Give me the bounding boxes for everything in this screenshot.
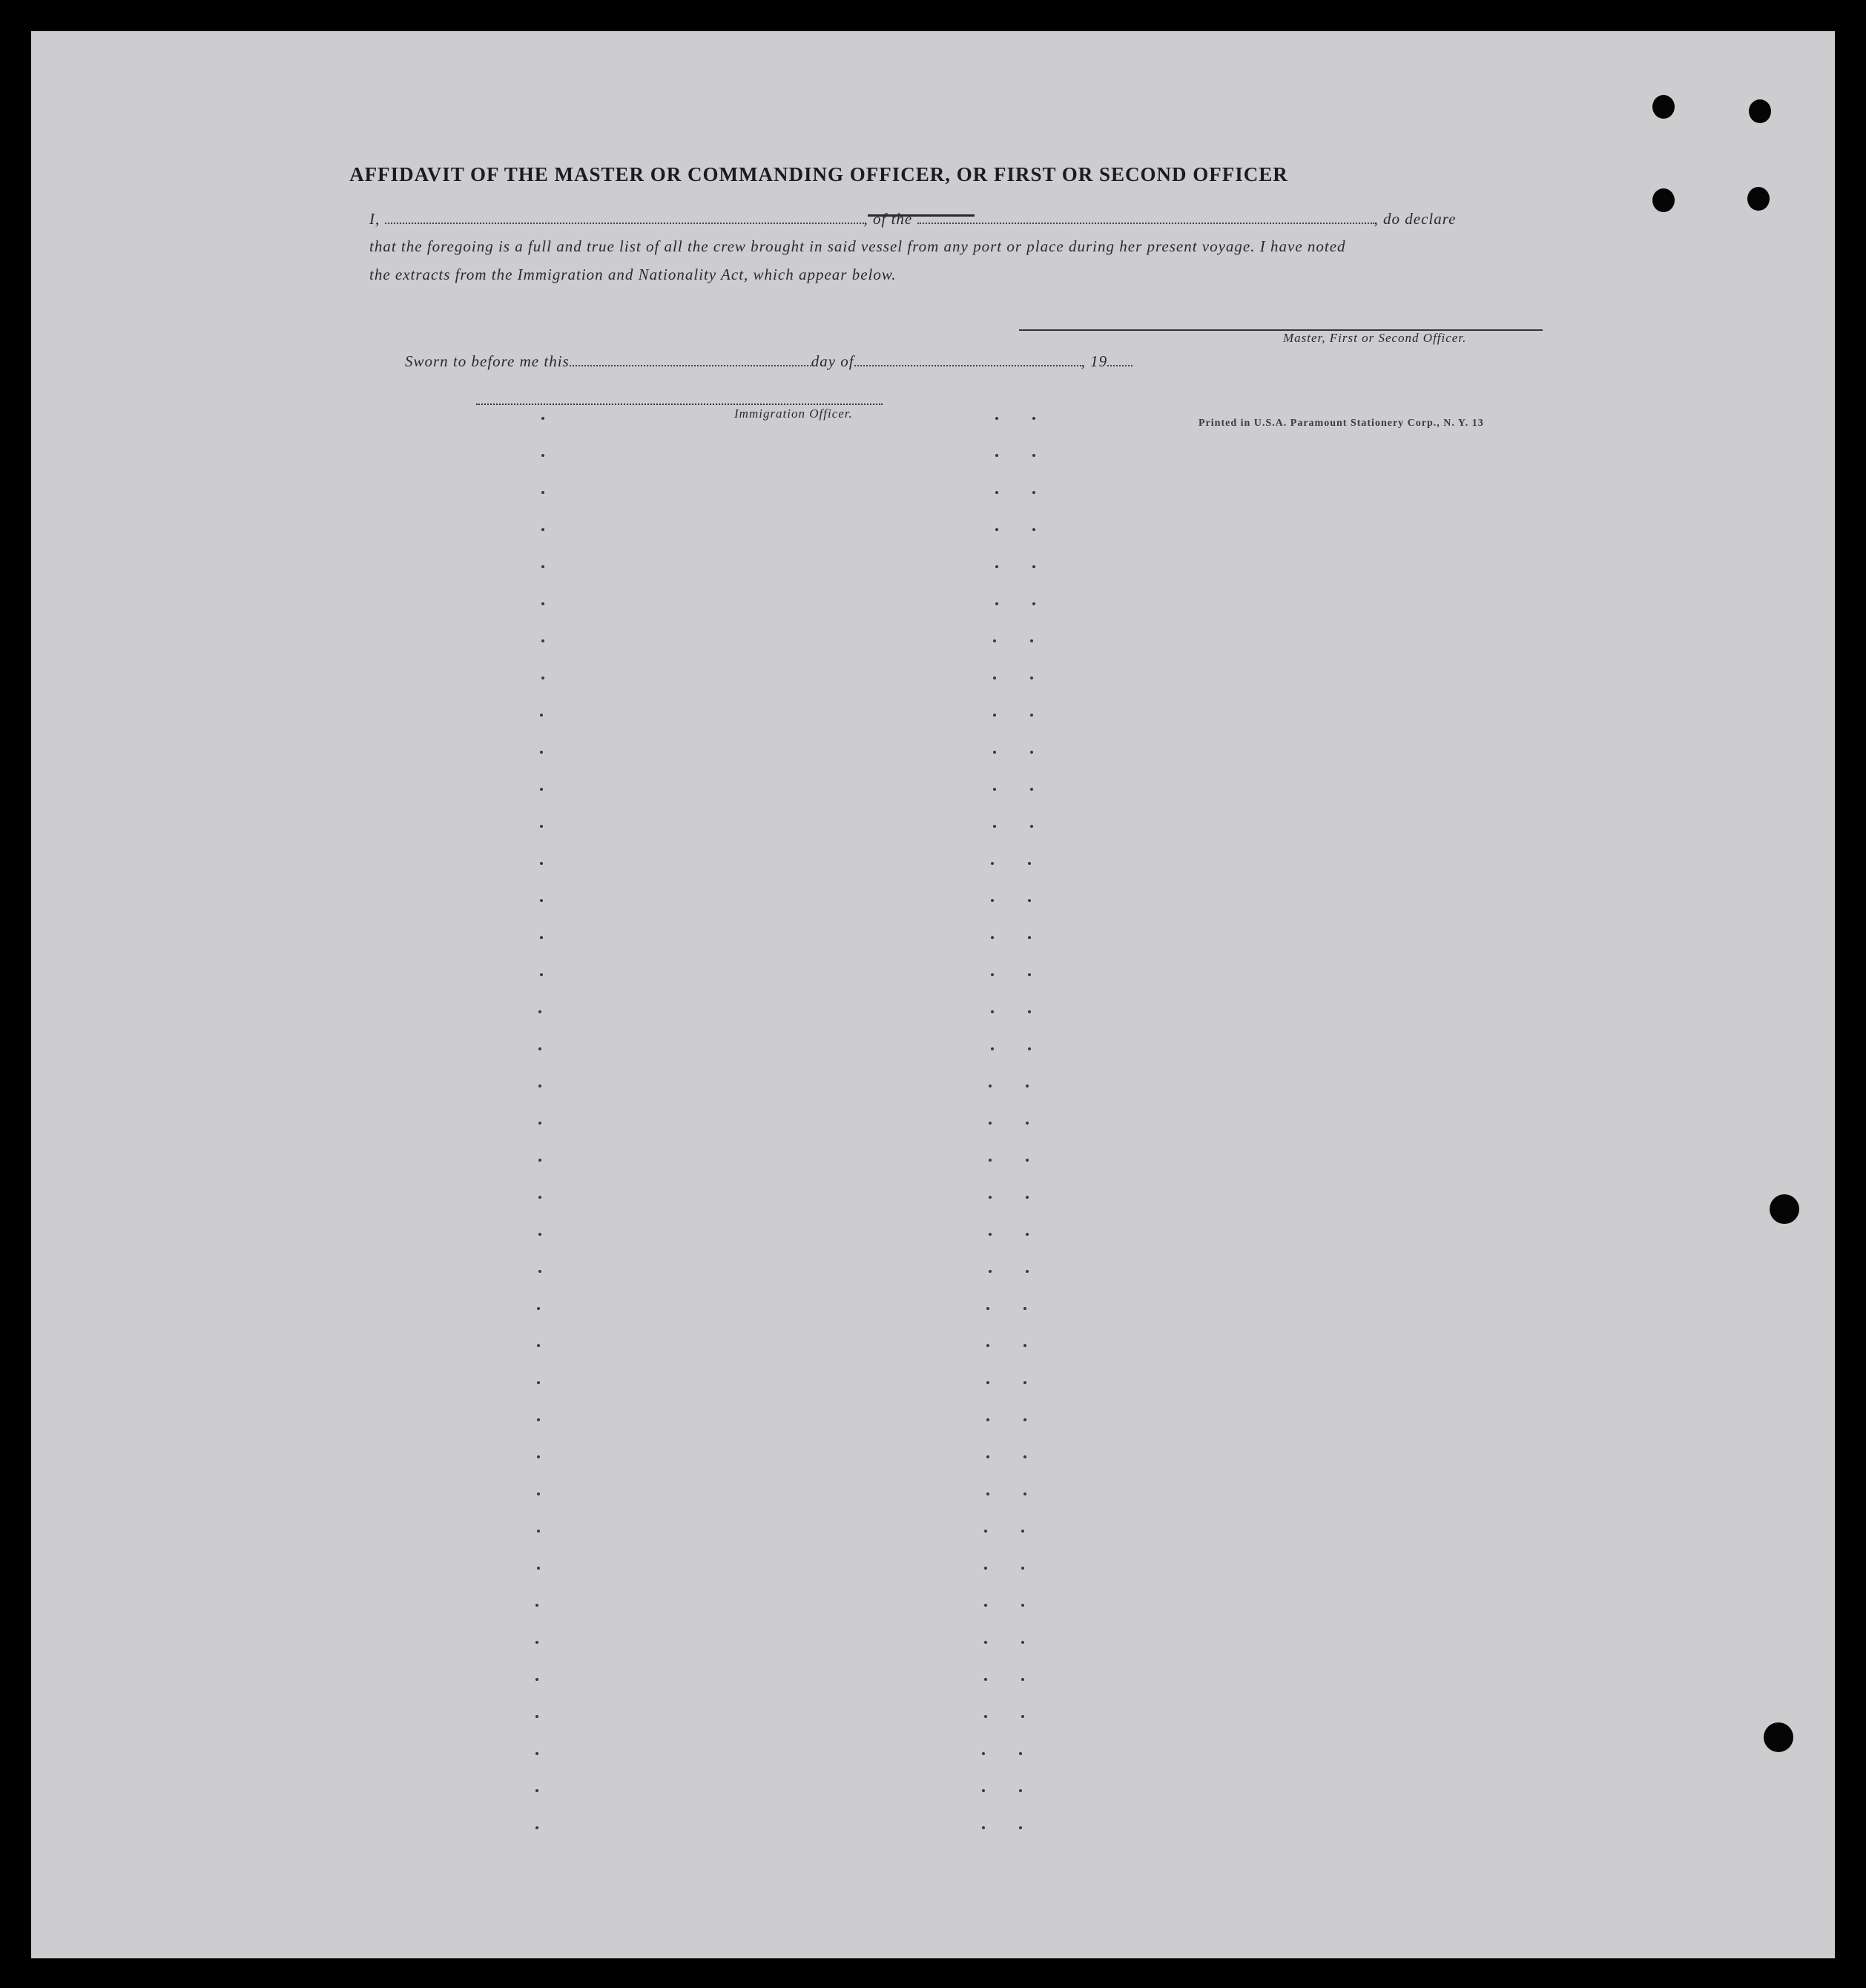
column-guide-dot	[537, 1418, 540, 1421]
column-guide-dot	[1030, 788, 1033, 791]
column-guide-dot	[1021, 1530, 1024, 1533]
column-guide-dot	[995, 528, 998, 531]
column-guide-dot	[1021, 1641, 1024, 1644]
column-guide-dot	[541, 491, 544, 494]
column-guide-dot	[991, 899, 994, 902]
declaration-line-2: that the foregoing is a full and true list of all the crew brought in said vessel from any port or place during her present voyage. I have noted	[369, 237, 1346, 255]
column-guide-dot	[537, 1492, 540, 1495]
column-guide-dot	[1021, 1715, 1024, 1718]
column-guide-dot	[984, 1530, 987, 1533]
column-guide-dot	[1021, 1604, 1024, 1607]
column-guide-dot	[982, 1752, 985, 1755]
column-guide-dot	[541, 565, 544, 568]
column-guide-dot	[1028, 1010, 1031, 1013]
column-guide-dot	[1032, 565, 1035, 568]
column-guide-dot	[1028, 1047, 1031, 1050]
column-guide-dot	[1032, 454, 1035, 457]
column-guide-dot	[993, 751, 996, 754]
column-guide-dot	[995, 417, 998, 420]
vessel-prefix: , of the	[863, 210, 913, 228]
sworn-prefix: Sworn to before me this	[405, 352, 570, 370]
column-guide-dot	[540, 788, 543, 791]
column-guide-dot	[989, 1084, 992, 1087]
column-guide-dot	[1026, 1233, 1029, 1236]
column-guide-dot	[540, 825, 543, 828]
column-guide-dot	[535, 1641, 538, 1644]
column-guide-dot	[989, 1159, 992, 1162]
column-guide-dot	[989, 1270, 992, 1273]
column-guide-dot	[1030, 639, 1033, 642]
column-guide-dot	[1032, 602, 1035, 605]
column-guide-dot	[535, 1826, 538, 1829]
column-guide-dot	[1026, 1196, 1029, 1199]
column-guide-dot	[1026, 1270, 1029, 1273]
column-guide-dot	[1021, 1678, 1024, 1681]
column-guide-dot	[986, 1344, 989, 1347]
column-guide-dot	[995, 491, 998, 494]
column-guide-dot	[993, 639, 996, 642]
column-guide-dot	[984, 1641, 987, 1644]
column-guide-dot	[540, 751, 543, 754]
column-guide-dot	[538, 1233, 541, 1236]
column-guide-dot	[1023, 1492, 1026, 1495]
column-guide-dot	[1028, 973, 1031, 976]
column-guide-dot	[535, 1678, 538, 1681]
column-guide-dot	[541, 528, 544, 531]
immigration-caption: Immigration Officer.	[734, 407, 853, 421]
column-guide-dot	[540, 973, 543, 976]
column-guide-dot	[541, 639, 544, 642]
column-guide-dot	[537, 1530, 540, 1533]
column-guide-dot	[541, 677, 544, 679]
column-guide-dot	[984, 1678, 987, 1681]
column-guide-dot	[989, 1122, 992, 1125]
column-guide-dot	[984, 1715, 987, 1718]
column-guide-dot	[991, 936, 994, 939]
column-guide-dot	[982, 1789, 985, 1792]
column-guide-dot	[535, 1604, 538, 1607]
column-guide-dot	[538, 1270, 541, 1273]
column-guide-dot	[1028, 899, 1031, 902]
column-guide-dot	[1028, 862, 1031, 865]
column-guide-dot	[1019, 1752, 1022, 1755]
column-guide-dot	[535, 1752, 538, 1755]
form-page	[31, 31, 1835, 1958]
column-guide-dot	[537, 1381, 540, 1384]
column-guide-dot	[538, 1159, 541, 1162]
declaration-line-3: the extracts from the Immigration and Nationality Act, which appear below.	[369, 266, 897, 283]
column-guide-dot	[1023, 1455, 1026, 1458]
column-guide-dot	[1026, 1159, 1029, 1162]
column-guide-dot	[541, 417, 544, 420]
column-guide-dot	[991, 862, 994, 865]
column-guide-dot	[1028, 936, 1031, 939]
column-guide-dot	[538, 1122, 541, 1125]
column-guide-dot	[537, 1455, 540, 1458]
column-guide-dot	[986, 1492, 989, 1495]
column-guide-dot	[540, 714, 543, 717]
column-guide-dot	[540, 899, 543, 902]
column-guide-dot	[1030, 714, 1033, 717]
column-guide-dot	[540, 936, 543, 939]
column-guide-dot	[991, 1047, 994, 1050]
affidavit-title: AFFIDAVIT OF THE MASTER OR COMMANDING OFFICER, OR FIRST OR SECOND OFFICER	[349, 163, 1288, 185]
punch-hole-bottom	[1764, 1722, 1793, 1752]
sworn-day-of: day of	[811, 352, 854, 370]
column-guide-dot	[1030, 751, 1033, 754]
column-guide-dot	[1023, 1418, 1026, 1421]
column-guide-dot	[1023, 1381, 1026, 1384]
column-guide-dot	[1030, 677, 1033, 679]
column-guide-dot	[538, 1196, 541, 1199]
column-guide-dot	[991, 1010, 994, 1013]
column-guide-dot	[995, 565, 998, 568]
master-caption: Master, First or Second Officer.	[1283, 331, 1467, 345]
column-guide-dot	[993, 714, 996, 717]
column-guide-dot	[537, 1307, 540, 1310]
column-guide-dot	[995, 454, 998, 457]
column-guide-dot	[993, 825, 996, 828]
column-guide-dot	[993, 788, 996, 791]
column-guide-dot	[1023, 1307, 1026, 1310]
column-guide-dot	[537, 1344, 540, 1347]
column-guide-dot	[986, 1455, 989, 1458]
column-guide-dot	[995, 602, 998, 605]
punch-hole-middle	[1770, 1194, 1799, 1224]
column-guide-dot	[989, 1196, 992, 1199]
declare-suffix: , do declare	[1374, 210, 1457, 228]
column-guide-dot	[1019, 1789, 1022, 1792]
printer-imprint: Printed in U.S.A. Paramount Stationery Corp., N. Y. 13	[1199, 418, 1484, 429]
column-guide-dot	[1030, 825, 1033, 828]
column-guide-dot	[1032, 417, 1035, 420]
punch-hole-top-4	[1747, 187, 1770, 211]
column-guide-dot	[540, 862, 543, 865]
column-guide-dot	[984, 1604, 987, 1607]
column-guide-dot	[986, 1307, 989, 1310]
column-guide-dot	[1023, 1344, 1026, 1347]
column-guide-dot	[986, 1418, 989, 1421]
punch-hole-top-3	[1652, 188, 1675, 212]
column-guide-dot	[538, 1010, 541, 1013]
column-guide-dot	[982, 1826, 985, 1829]
column-guide-dot	[535, 1789, 538, 1792]
column-guide-dot	[986, 1381, 989, 1384]
column-guide-dot	[984, 1567, 987, 1570]
column-guide-dot	[1026, 1122, 1029, 1125]
column-guide-dot	[538, 1047, 541, 1050]
column-guide-dot	[541, 454, 544, 457]
column-guide-dot	[1026, 1084, 1029, 1087]
column-guide-dot	[1019, 1826, 1022, 1829]
column-guide-dot	[537, 1567, 540, 1570]
column-guide-dot	[993, 677, 996, 679]
punch-hole-top-1	[1652, 95, 1675, 119]
column-guide-dot	[538, 1084, 541, 1087]
column-guide-dot	[991, 973, 994, 976]
sworn-year: , 19	[1081, 352, 1108, 370]
column-guide-dot	[1021, 1567, 1024, 1570]
column-guide-dot	[541, 602, 544, 605]
column-guide-dot	[1032, 528, 1035, 531]
punch-hole-top-2	[1749, 99, 1771, 123]
declarant-prefix: I,	[369, 210, 380, 228]
column-guide-dot	[535, 1715, 538, 1718]
column-guide-dots	[31, 31, 1835, 1958]
column-guide-dot	[989, 1233, 992, 1236]
column-guide-dot	[1032, 491, 1035, 494]
